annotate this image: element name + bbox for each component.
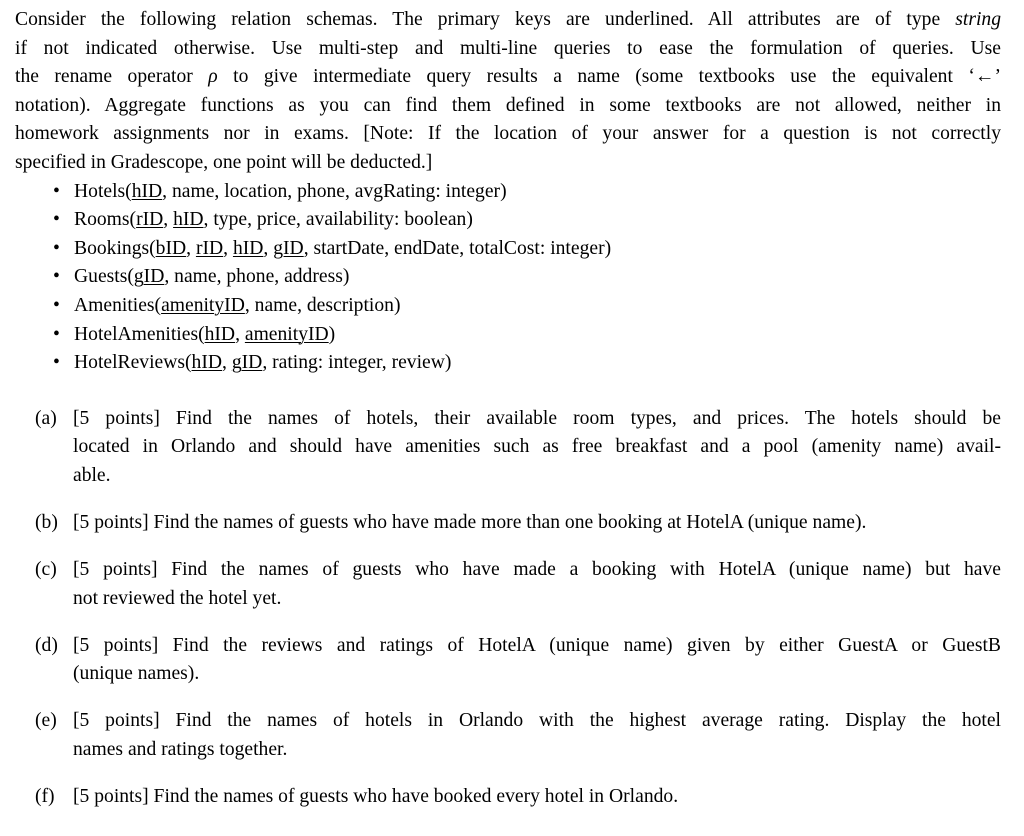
question-item	[15, 556, 1001, 613]
schema-item	[53, 235, 1001, 264]
question-item	[15, 509, 1001, 538]
schema-name: Guests(	[74, 266, 134, 288]
key-separator: ,	[263, 237, 274, 259]
question-line: not reviewed the hotel yet.	[73, 587, 282, 609]
key-separator: ,	[222, 352, 232, 374]
schema-attributes: , name, description)	[244, 294, 401, 316]
primary-key: bID	[155, 237, 187, 259]
bullet-icon: •	[53, 294, 60, 316]
intro-line-4: notation). Aggregate functions as you can find them defined in some textbooks are not allowed, neither in	[15, 94, 1001, 116]
question-line: (unique names).	[73, 663, 200, 685]
schema-item	[53, 263, 1001, 292]
question-text	[73, 707, 1001, 764]
question-line: [5 points] Find the names of guests who have made a booking with HotelA (unique name) but have	[73, 559, 1001, 581]
bullet-icon: •	[53, 266, 60, 288]
question-label: (c)	[35, 559, 57, 581]
schema-item	[53, 292, 1001, 321]
primary-key: hID	[173, 209, 204, 231]
schema-attributes: )	[328, 323, 336, 345]
schema-name: HotelAmenities(	[74, 323, 205, 345]
question-label: (f)	[35, 786, 55, 808]
primary-key: amenityID	[244, 323, 329, 345]
question-text	[73, 632, 1001, 689]
assignment-page	[15, 6, 1001, 830]
intro-line-2: if not indicated otherwise. Use multi-step and multi-line queries to ease the formulation of queries. Use	[15, 37, 1001, 59]
schema-attributes: , rating: integer, review)	[262, 352, 452, 374]
schema-attributes: , name, phone, address)	[164, 266, 350, 288]
intro-line-1: Consider the following relation schemas. The primary keys are underlined. All attributes are of type string	[15, 9, 1001, 30]
schema-name: Rooms(	[74, 209, 137, 231]
question-label: (d)	[35, 634, 58, 656]
primary-key: hID	[204, 323, 236, 345]
question-label: (b)	[35, 512, 58, 533]
question-line: [5 points] Find the names of hotels in Orlando with the highest average rating. Display the hotel	[73, 710, 1001, 732]
bullet-icon: •	[53, 237, 60, 259]
key-separator: ,	[186, 237, 196, 259]
question-line: names and ratings together.	[73, 739, 288, 761]
question-item	[15, 632, 1001, 689]
question-item	[15, 707, 1001, 764]
intro-line-6: specified in Gradescope, one point will be deducted.]	[15, 151, 433, 173]
schema-attributes: , startDate, endDate, totalCost: integer)	[303, 237, 612, 259]
string-type-emphasis: string	[955, 9, 1001, 30]
question-text	[73, 405, 1001, 491]
key-separator: ,	[223, 237, 233, 259]
intro-line-5: homework assignments nor in exams. [Note: If the location of your answer for a question is not correctly	[15, 123, 1001, 145]
bullet-icon: •	[53, 180, 60, 202]
intro-line-3: the rename operator ρ to give intermediate query results a name (some textbooks use the equivalent ‘←’	[15, 66, 1002, 88]
schema-name: Hotels(	[74, 180, 132, 202]
bullet-icon: •	[53, 323, 60, 345]
question-line: [5 points] Find the names of guests who have booked every hotel in Orlando.	[73, 786, 679, 808]
schema-attributes: , name, location, phone, avgRating: integer)	[162, 180, 507, 202]
question-line: able.	[73, 464, 111, 486]
schema-item	[53, 321, 1001, 350]
primary-key: gID	[273, 237, 304, 259]
schema-name: Bookings(	[74, 237, 156, 259]
schema-item	[53, 178, 1001, 207]
primary-key: hID	[232, 237, 264, 259]
question-list	[15, 405, 1001, 812]
primary-key: gID	[133, 266, 165, 288]
schema-name: Amenities(	[74, 294, 162, 316]
primary-key: hID	[191, 352, 223, 374]
primary-key: rID	[195, 237, 224, 259]
primary-key: hID	[131, 180, 163, 202]
primary-key: amenityID	[161, 294, 245, 316]
question-text	[73, 556, 1001, 613]
rho-symbol: ρ	[208, 66, 218, 88]
question-line: [5 points] Find the names of guests who have made more than one booking at HotelA (unique name).	[73, 512, 867, 533]
schema-item	[53, 349, 1001, 378]
intro-paragraph	[15, 6, 1001, 178]
bullet-icon: •	[53, 352, 60, 374]
key-separator: ,	[235, 323, 245, 345]
bullet-icon: •	[53, 209, 60, 231]
question-label: (a)	[35, 407, 57, 429]
question-text	[73, 509, 1001, 538]
question-label: (e)	[35, 710, 57, 732]
key-separator: ,	[163, 209, 174, 231]
primary-key: gID	[231, 352, 263, 374]
question-text	[73, 783, 1001, 812]
schema-name: HotelReviews(	[74, 352, 192, 374]
schema-attributes: , type, price, availability: boolean)	[203, 209, 473, 231]
question-line: located in Orlando and should have amenities such as free breakfast and a pool (amenity name) avail-	[73, 436, 1001, 458]
question-item	[15, 405, 1001, 491]
question-line: [5 points] Find the reviews and ratings of HotelA (unique name) given by either GuestA or GuestB	[73, 634, 1001, 656]
schema-list	[15, 178, 1001, 378]
schema-item	[53, 206, 1001, 235]
question-line: [5 points] Find the names of hotels, their available room types, and prices. The hotels should be	[73, 407, 1001, 429]
question-item	[15, 783, 1001, 812]
primary-key: rID	[136, 209, 164, 231]
